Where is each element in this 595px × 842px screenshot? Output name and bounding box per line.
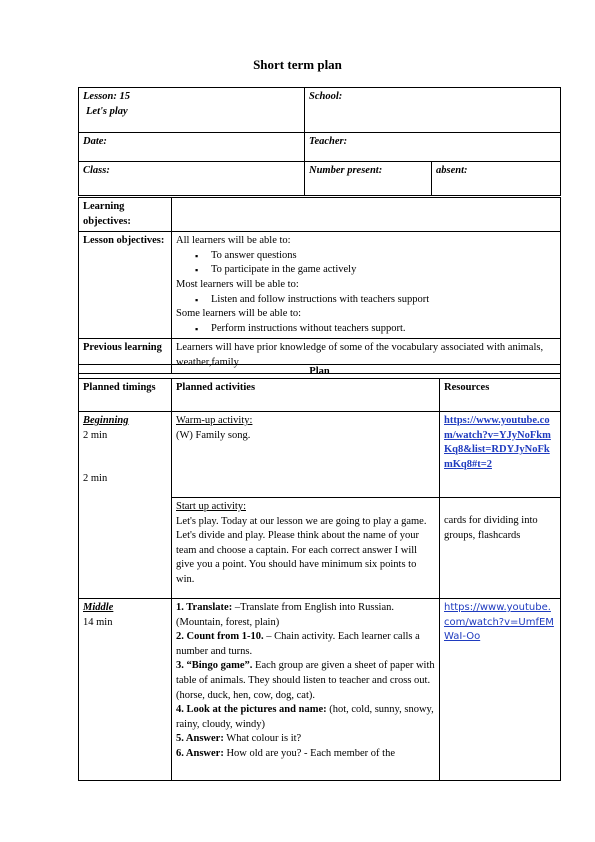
absent-label: absent: bbox=[436, 165, 468, 176]
task-text: What colour is it? bbox=[223, 733, 302, 745]
date-label: Date: bbox=[83, 136, 107, 147]
warmup-activity-cell bbox=[172, 412, 440, 498]
learning-objectives-label: Learning objectives: bbox=[79, 198, 172, 232]
teacher-label: Teacher: bbox=[309, 136, 348, 147]
lesson-topic: Let's play bbox=[86, 105, 128, 117]
task-text: Each group are given a sheet of paper with table of animals. They should listen to teacher and cross out. (horse, duck, hen, cow, dog, cat). bbox=[176, 660, 435, 701]
school-cell bbox=[305, 88, 561, 133]
startup-activity-cell bbox=[172, 498, 440, 599]
absent-cell bbox=[432, 162, 561, 196]
all-learners-intro: All learners will be able to: bbox=[176, 235, 291, 247]
some-learners-intro: Some learners will be able to: bbox=[176, 308, 302, 320]
most-learners-list bbox=[176, 293, 556, 308]
class-label: Class: bbox=[83, 165, 110, 176]
learning-objectives-value bbox=[172, 198, 561, 232]
startup-resource-text: cards for dividing into groups, flashcards bbox=[444, 515, 538, 541]
header-table bbox=[78, 87, 561, 196]
lesson-objectives-label: Lesson objectives: bbox=[79, 232, 172, 339]
task-text: – Chain activity. Each learner calls a number and turns. bbox=[176, 631, 420, 657]
task-label: 3. “Bingo game”. bbox=[176, 660, 253, 672]
task-text: How old are you? - Each member of the bbox=[223, 747, 395, 759]
list-item: ▪ To participate in the game actively bbox=[211, 263, 556, 278]
startup-text: Let's play. Today at our lesson we are going to play a game. Let's divide and play. Please think about the name of your team and choose a captain. For each correct answer I will give you a point. You should have minimum six points to win. bbox=[176, 515, 427, 585]
warmup-title: Warm-up activity: bbox=[176, 415, 253, 426]
middle-video-link[interactable]: https://www.youtube.com/watch?v=UmfEMWaI-Oo bbox=[444, 602, 554, 643]
plan-table bbox=[78, 364, 561, 781]
warmup-video-link[interactable]: https://www.youtube.com/watch?v=YJyNoFkmKq8&list=RDYJyNoFkmKq8#t=2 bbox=[444, 415, 551, 470]
teacher-cell bbox=[305, 133, 561, 162]
task-label: 5. Answer: bbox=[176, 733, 224, 745]
col-header-activities: Planned activities bbox=[172, 379, 440, 412]
page-title: Short term plan bbox=[253, 57, 342, 72]
beginning-timing-cell bbox=[79, 412, 172, 599]
plan-heading: Plan bbox=[79, 365, 561, 379]
task-text: –Translate from English into Russian. (Mountain, forest, plain) bbox=[176, 602, 394, 628]
previous-learning-value: Learners will have prior knowledge of some of the vocabulary associated with animals, weather,family bbox=[172, 339, 561, 373]
task-item bbox=[176, 659, 435, 703]
lesson-cell bbox=[79, 88, 305, 133]
list-item: ▪ To answer questions bbox=[211, 249, 556, 264]
list-item: ▪ Perform instructions without teachers support. bbox=[211, 322, 556, 337]
beginning-time-1: 2 min bbox=[83, 429, 108, 441]
objectives-table bbox=[78, 197, 561, 374]
middle-time: 14 min bbox=[83, 616, 113, 628]
warmup-resource-cell bbox=[440, 412, 561, 498]
middle-timing-cell bbox=[79, 599, 172, 781]
task-item bbox=[176, 747, 435, 762]
previous-learning-label: Previous learning bbox=[79, 339, 172, 373]
number-present-label: Number present: bbox=[309, 165, 383, 176]
number-present-cell bbox=[305, 162, 432, 196]
startup-title: Start up activity: bbox=[176, 501, 246, 512]
list-item: ▪ Listen and follow instructions with teachers support bbox=[211, 293, 556, 308]
most-learners-intro: Most learners will be able to: bbox=[176, 278, 299, 290]
task-text: (hot, cold, sunny, snowy, rainy, cloudy, windy) bbox=[176, 704, 434, 730]
lesson-objectives-value bbox=[172, 232, 561, 339]
class-cell bbox=[79, 162, 305, 196]
task-label: 6. Answer: bbox=[176, 747, 224, 759]
warmup-text: (W) Family song. bbox=[176, 429, 251, 441]
beginning-stage-label: Beginning bbox=[83, 415, 129, 426]
task-item bbox=[176, 630, 435, 659]
task-label: 2. Count from 1-10. bbox=[176, 631, 264, 643]
middle-resource-cell bbox=[440, 599, 561, 781]
middle-stage-label: Middle bbox=[83, 602, 114, 613]
task-item bbox=[176, 601, 435, 630]
task-item bbox=[176, 703, 435, 732]
startup-resource-cell bbox=[440, 498, 561, 599]
task-label: 1. Translate: bbox=[176, 602, 233, 613]
beginning-time-2: 2 min bbox=[83, 473, 108, 485]
all-learners-list bbox=[176, 249, 556, 278]
task-item bbox=[176, 732, 435, 747]
task-label: 4. Look at the pictures and name: bbox=[176, 704, 327, 716]
col-header-resources: Resources bbox=[440, 379, 561, 412]
some-learners-list bbox=[176, 322, 556, 337]
date-cell bbox=[79, 133, 305, 162]
middle-activity-cell bbox=[172, 599, 440, 781]
col-header-timings: Planned timings bbox=[79, 379, 172, 412]
school-label: School: bbox=[309, 91, 343, 102]
lesson-number: Lesson: 15 bbox=[83, 91, 130, 102]
